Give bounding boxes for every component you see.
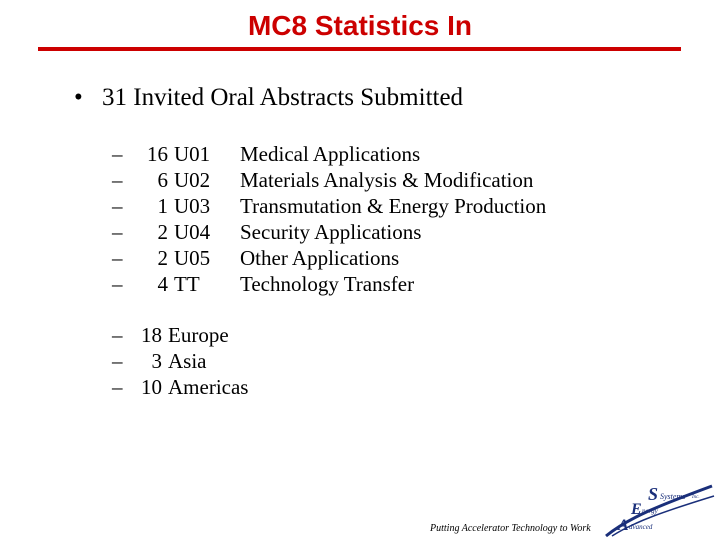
topic-count: 2 <box>157 246 168 270</box>
slide-title: MC8 Statistics In <box>247 10 473 41</box>
dash-marker: – <box>112 194 123 218</box>
topic-count: 16 <box>147 142 168 166</box>
region-count: 10 <box>141 375 162 399</box>
advanced-energy-systems-logo <box>598 478 718 538</box>
logo-text-systems: Systems <box>660 492 686 501</box>
title-underline <box>38 47 681 51</box>
list-item <box>112 322 248 348</box>
topic-label: Security Applications <box>240 220 422 244</box>
list-item <box>112 219 546 245</box>
logo-text-inc: Inc. <box>692 495 700 500</box>
list-item <box>112 167 546 193</box>
topic-label: Medical Applications <box>240 142 421 166</box>
topic-code: TT <box>174 272 200 296</box>
topic-code: U01 <box>174 142 211 166</box>
list-item <box>112 374 248 400</box>
logo-text-advanced: dvanced <box>629 523 653 531</box>
dash-marker: – <box>112 349 123 373</box>
dash-marker: – <box>112 272 123 296</box>
logo-letter-a: A <box>618 517 629 534</box>
region-label: Asia <box>168 349 207 373</box>
dash-marker: – <box>112 220 123 244</box>
logo-text-energy: nergy <box>642 507 658 515</box>
dash-marker: – <box>112 168 123 192</box>
list-item <box>112 141 546 167</box>
logo-letter-s: S <box>648 484 659 504</box>
topic-code: U03 <box>174 194 211 218</box>
topic-count: 4 <box>157 272 168 296</box>
topic-label: Materials Analysis & Modification <box>240 168 534 192</box>
bullet-marker: • <box>74 84 83 111</box>
topic-label: Transmutation & Energy Production <box>240 194 547 218</box>
topic-code: U04 <box>174 220 211 244</box>
main-bullet <box>74 84 463 112</box>
topic-label: Technology Transfer <box>240 272 415 296</box>
dash-marker: – <box>112 375 123 399</box>
region-count: 18 <box>141 323 162 347</box>
list-item <box>112 271 546 297</box>
region-label: Americas <box>168 375 249 399</box>
topic-code: U02 <box>174 168 211 192</box>
list-item <box>112 193 546 219</box>
region-label: Europe <box>168 323 229 347</box>
topic-count: 1 <box>157 194 168 218</box>
region-list <box>112 322 248 400</box>
dash-marker: – <box>112 142 123 166</box>
main-bullet-text: 31 Invited Oral Abstracts Submitted <box>102 84 464 111</box>
topic-count: 6 <box>157 168 168 192</box>
topic-count: 2 <box>157 220 168 244</box>
list-item <box>112 245 546 271</box>
topic-list <box>112 141 546 297</box>
topic-label: Other Applications <box>240 246 400 270</box>
footer-tagline: Putting Accelerator Technology to Work <box>430 523 591 534</box>
list-item <box>112 348 248 374</box>
logo-letter-e: E <box>631 501 642 518</box>
region-count: 3 <box>151 349 162 373</box>
dash-marker: – <box>112 246 123 270</box>
topic-code: U05 <box>174 246 211 270</box>
dash-marker: – <box>112 323 123 347</box>
